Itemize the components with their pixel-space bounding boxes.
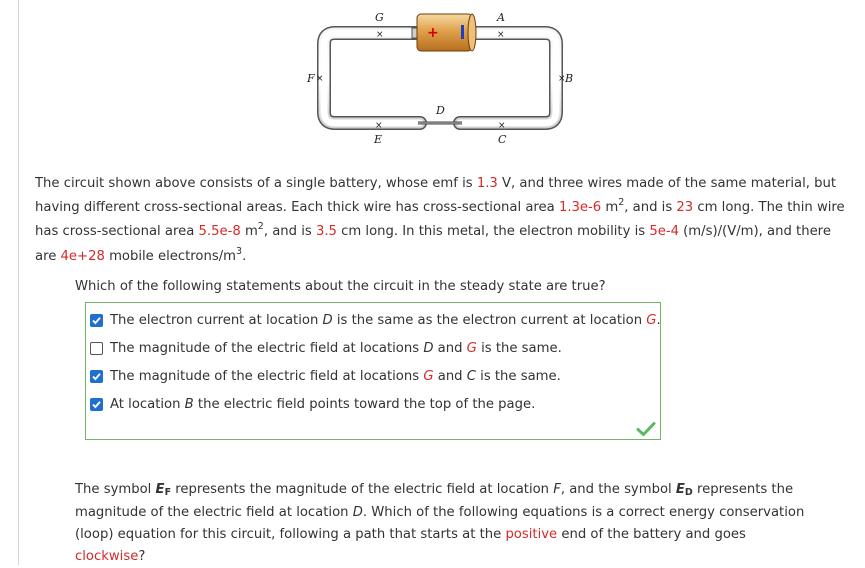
- circuit-diagram: [300, 0, 580, 150]
- battery-plus: +: [427, 25, 439, 41]
- label-E: E: [374, 133, 383, 146]
- option-1-label: The electron current at location D is the same as the electron current at location G.: [110, 312, 661, 328]
- marker-G: ×: [376, 30, 384, 40]
- option-1[interactable]: [90, 310, 661, 330]
- battery-minus-mark: [461, 25, 464, 39]
- option-2-checkbox[interactable]: [90, 342, 103, 355]
- thin-length-value: 3.5: [315, 224, 337, 239]
- marker-C: ×: [498, 121, 506, 131]
- option-1-checkbox[interactable]: [90, 314, 103, 327]
- electron-density-value: 4e+28: [60, 248, 105, 264]
- label-F: F: [307, 72, 315, 85]
- label-C: C: [498, 133, 507, 146]
- question2-prompt: The symbol EF represents the magnitude of the electric field at location F, and the symbol ED represents the magnitude of the electric field at location D. Which of the following equations is a correct energy conservation (loop) equation for this circuit, following a path that starts at the positive end of the battery and goes clockwise?: [75, 482, 805, 564]
- marker-E: ×: [375, 121, 383, 131]
- content-frame-border: [18, 0, 19, 565]
- problem-statement: The circuit shown above consists of a single battery, whose emf is 1.3 V, and three wires made of the same material, but having different cross-sectional areas. Each thick wire has cross-sectional area 1.3e-6 $m^2$, and is 23 cm long. The thin wire has cross-sectional area 5.5e-8 $m^2$, and is 3.5 cm long. In this metal, the electron mobility is 5e-4 (m/s)/(V/m), and there are 4e+28 mobile electrons/$m^3$.: [35, 176, 845, 264]
- correct-check-icon: [636, 421, 656, 437]
- question1-prompt: Which of the following statements about the circuit in the steady state are true?: [75, 279, 606, 294]
- thick-area-value: 1.3e-6: [558, 199, 602, 215]
- option-3-checkbox[interactable]: [90, 370, 103, 383]
- marker-B: ×: [558, 74, 566, 84]
- option-2[interactable]: [90, 338, 562, 358]
- answer-options-box: [85, 302, 661, 440]
- marker-F: ×: [316, 74, 324, 84]
- label-G: G: [375, 11, 384, 24]
- thick-length-value: 23: [676, 199, 694, 215]
- option-2-label: The magnitude of the electric field at locations D and G is the same.: [110, 340, 562, 356]
- option-3-label: The magnitude of the electric field at locations G and C is the same.: [110, 368, 561, 384]
- option-4[interactable]: [90, 394, 535, 414]
- emf-value: 1.3: [476, 176, 498, 191]
- battery: [412, 14, 476, 51]
- label-D: D: [436, 104, 445, 117]
- marker-A: ×: [497, 30, 505, 40]
- mobility-value: 5e-4: [649, 224, 679, 239]
- label-A: A: [497, 11, 505, 24]
- option-3[interactable]: [90, 366, 561, 386]
- thin-area-value: 5.5e-8: [198, 224, 241, 239]
- option-4-checkbox[interactable]: [90, 398, 103, 411]
- option-4-label: At location B the electric field points toward the top of the page.: [110, 396, 536, 412]
- label-B: B: [565, 72, 574, 85]
